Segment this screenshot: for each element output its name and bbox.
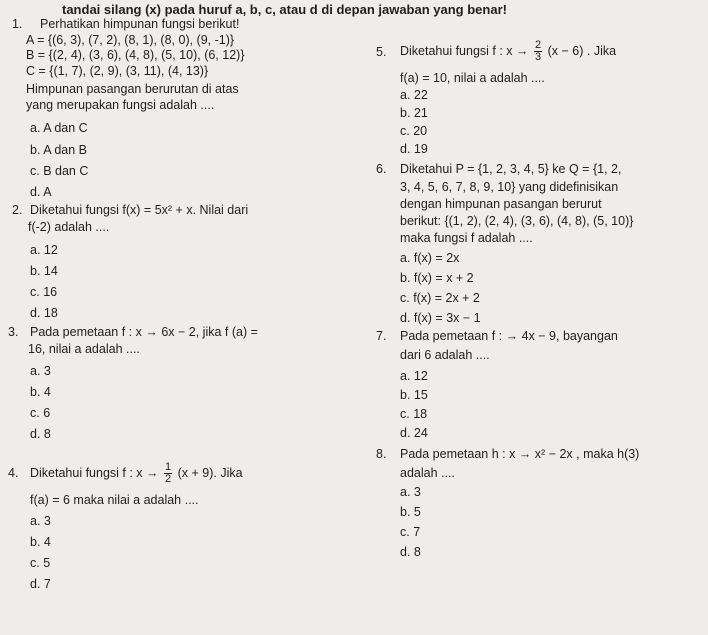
q4-option-c[interactable]: c. 5 — [30, 556, 51, 570]
q2-line1: Diketahui fungsi f(x) = 5x² + x. Nilai dari — [30, 203, 249, 217]
q4-option-b[interactable]: b. 4 — [30, 535, 51, 549]
q1-set-b: B = {(2, 4), (3, 6), (4, 8), (5, 10), (6, 12)} — [26, 48, 245, 62]
q7-line1: Pada pemetaan f : → 4x − 9, bayangan — [400, 329, 618, 343]
q4-line1 — [30, 462, 243, 485]
q4-number: 4. — [8, 466, 19, 480]
q5-number: 5. — [376, 45, 387, 59]
q4-option-a[interactable]: a. 3 — [30, 514, 51, 528]
q8-option-b[interactable]: b. 5 — [400, 505, 421, 519]
q7-option-c[interactable]: c. 18 — [400, 407, 428, 421]
q6-line1: Diketahui P = {1, 2, 3, 4, 5} ke Q = {1, 2, — [400, 162, 622, 176]
q5-line1-pre: Diketahui fungsi f : x → — [400, 43, 529, 58]
q8-option-d[interactable]: d. 8 — [400, 545, 421, 559]
q8-option-c[interactable]: c. 7 — [400, 525, 421, 539]
q1-set-a: A = {(6, 3), (7, 2), (8, 1), (8, 0), (9, -1)} — [26, 33, 235, 47]
q6-option-d[interactable]: d. f(x) = 3x − 1 — [400, 311, 481, 325]
q3-number: 3. — [8, 325, 19, 339]
q6-line3: dengan himpunan pasangan berurut — [400, 197, 602, 211]
q2-option-a[interactable]: a. 12 — [30, 243, 58, 257]
q4-line1-post: (x + 9). Jika — [177, 465, 243, 480]
q4-fraction — [164, 462, 172, 485]
q5-fraction — [534, 40, 542, 63]
q3-option-b[interactable]: b. 4 — [30, 385, 51, 399]
q8-number: 8. — [376, 447, 387, 461]
q5-line1-post: (x − 6) . Jika — [547, 43, 617, 58]
q7-number: 7. — [376, 329, 387, 343]
q3-option-a[interactable]: a. 3 — [30, 364, 51, 378]
q5-frac-den: 3 — [535, 51, 542, 63]
q5-frac-num: 2 — [535, 39, 542, 51]
q5-line2: f(a) = 10, nilai a adalah .... — [400, 71, 545, 85]
q2-number: 2. — [12, 203, 23, 217]
q6-option-c[interactable]: c. f(x) = 2x + 2 — [400, 291, 480, 305]
q1-option-c[interactable]: c. B dan C — [30, 164, 89, 178]
q5-option-a[interactable]: a. 22 — [400, 88, 428, 102]
q3-line1: Pada pemetaan f : x → 6x − 2, jika f (a) = — [30, 325, 258, 339]
q3-option-c[interactable]: c. 6 — [30, 406, 51, 420]
q1-set-c: C = {(1, 7), (2, 9), (3, 11), (4, 13)} — [26, 64, 209, 78]
q2-option-b[interactable]: b. 14 — [30, 264, 58, 278]
q4-frac-num: 1 — [165, 461, 172, 473]
q4-frac-den: 2 — [165, 473, 172, 485]
q1-line3: yang merupakan fungsi adalah .... — [26, 98, 215, 112]
q5-option-b[interactable]: b. 21 — [400, 106, 428, 120]
q6-line4: berikut: {(1, 2), (2, 4), (3, 6), (4, 8), (5, 10)} — [400, 214, 634, 228]
q1-option-b[interactable]: b. A dan B — [30, 143, 87, 157]
q7-option-b[interactable]: b. 15 — [400, 388, 428, 402]
q1-line2: Himpunan pasangan berurutan di atas — [26, 82, 239, 96]
q6-option-b[interactable]: b. f(x) = x + 2 — [400, 271, 474, 285]
q6-line5: maka fungsi f adalah .... — [400, 231, 533, 245]
q2-option-c[interactable]: c. 16 — [30, 285, 58, 299]
q8-option-a[interactable]: a. 3 — [400, 485, 421, 499]
q4-line2: f(a) = 6 maka nilai a adalah .... — [30, 493, 199, 507]
q4-option-d[interactable]: d. 7 — [30, 577, 51, 591]
q6-number: 6. — [376, 162, 387, 176]
q1-number: 1. — [12, 17, 23, 31]
q3-line2: 16, nilai a adalah .... — [28, 342, 140, 356]
q4-line1-pre: Diketahui fungsi f : x → — [30, 465, 159, 480]
q7-line2: dari 6 adalah .... — [400, 348, 490, 362]
q3-option-d[interactable]: d. 8 — [30, 427, 51, 441]
q8-line2: adalah .... — [400, 466, 455, 480]
q7-option-a[interactable]: a. 12 — [400, 369, 428, 383]
q6-option-a[interactable]: a. f(x) = 2x — [400, 251, 460, 265]
q5-line1 — [400, 40, 616, 63]
q1-option-a[interactable]: a. A dan C — [30, 121, 88, 135]
q5-option-c[interactable]: c. 20 — [400, 124, 428, 138]
q8-line1: Pada pemetaan h : x → x² − 2x , maka h(3) — [400, 447, 640, 461]
q1-option-d[interactable]: d. A — [30, 185, 52, 199]
q5-option-d[interactable]: d. 19 — [400, 142, 428, 156]
instruction-header: tandai silang (x) pada huruf a, b, c, atau d di depan jawaban yang benar! — [62, 2, 507, 17]
q6-line2: 3, 4, 5, 6, 7, 8, 9, 10} yang didefinisikan — [400, 180, 619, 194]
q7-option-d[interactable]: d. 24 — [400, 426, 428, 440]
q1-question: Perhatikan himpunan fungsi berikut! — [40, 17, 240, 31]
q2-line2: f(-2) adalah .... — [28, 220, 110, 234]
q2-option-d[interactable]: d. 18 — [30, 306, 58, 320]
